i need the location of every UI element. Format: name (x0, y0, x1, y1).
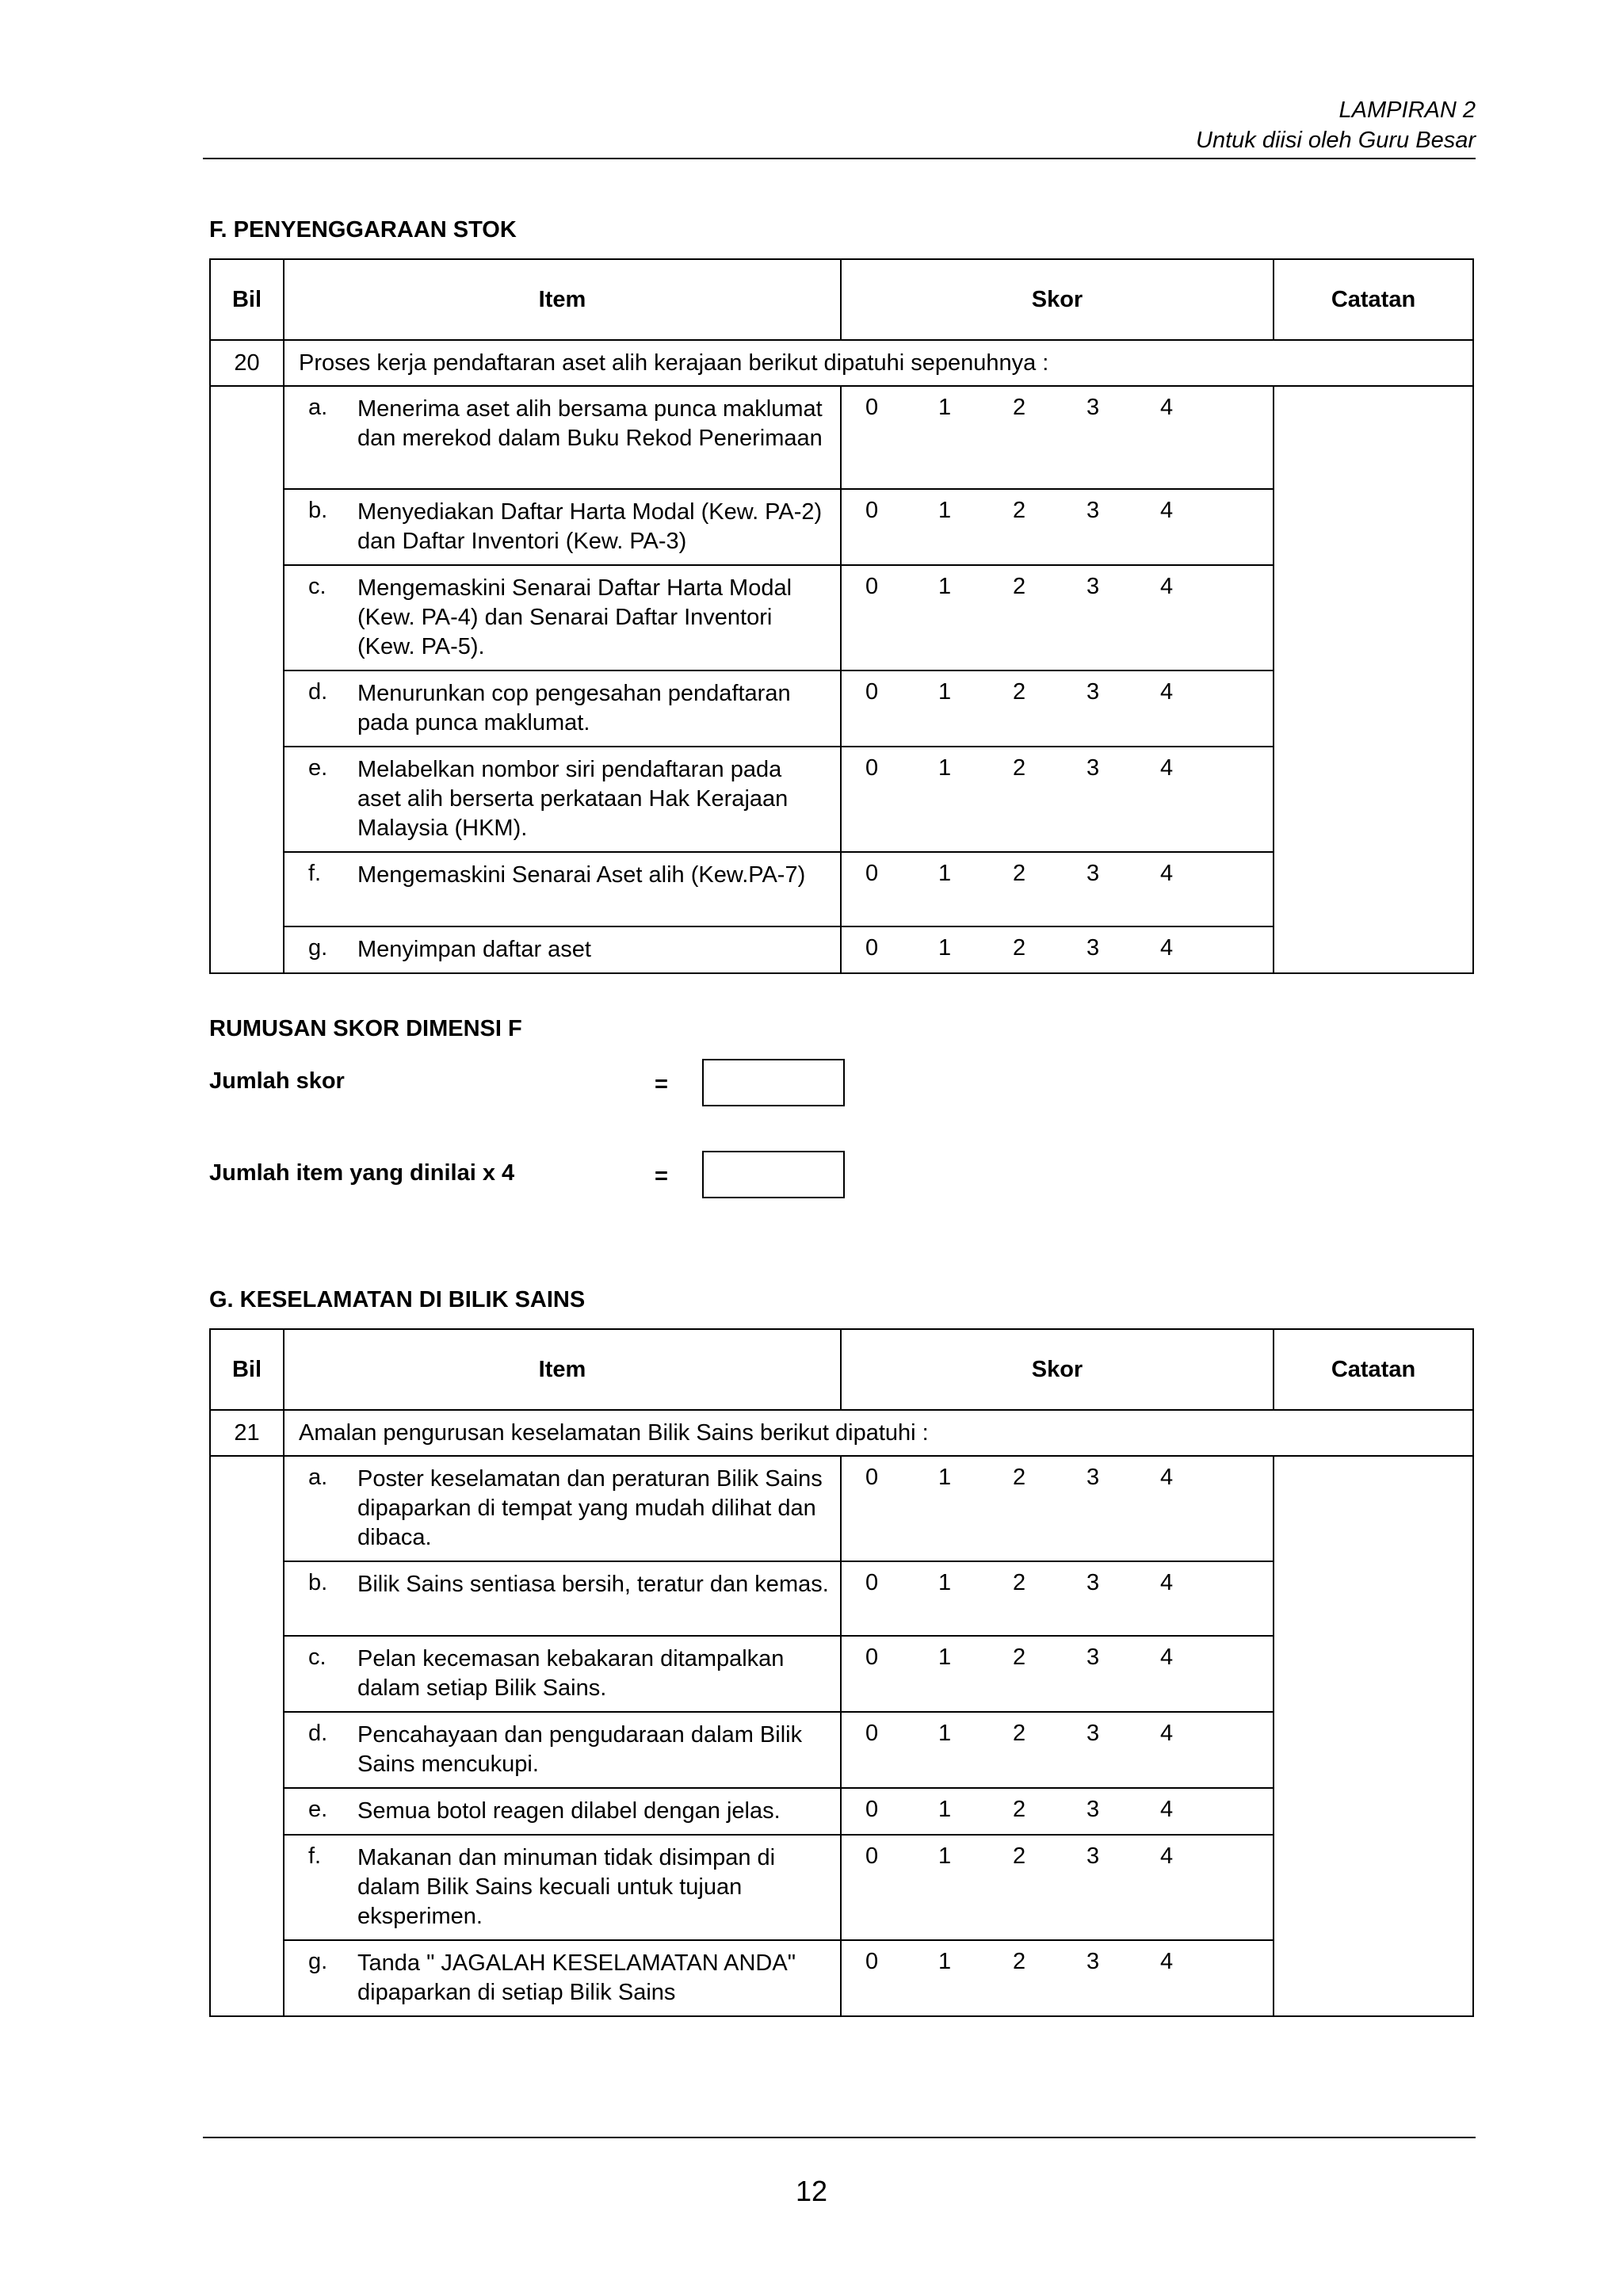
score-option-2[interactable]: 2 (1013, 574, 1026, 599)
score-cell (841, 852, 1274, 926)
item-cell (284, 565, 841, 670)
section-f-title: F. PENYENGGARAAN STOK (209, 217, 517, 243)
jumlah-skor-equals: = (655, 1072, 668, 1097)
score-option-2[interactable]: 2 (1013, 395, 1026, 420)
item-text: Mengemaskini Senarai Aset alih (Kew.PA-7) (357, 862, 806, 888)
jumlah-item-box[interactable] (702, 1151, 845, 1198)
score-option-2[interactable]: 2 (1013, 679, 1026, 705)
item-cell (284, 489, 841, 565)
col-catatan-header: Catatan (1274, 1329, 1473, 1410)
item-text: Bilik Sains sentiasa bersih, teratur dan kemas. (357, 1572, 829, 1597)
item-letter: e. (308, 755, 328, 781)
score-option-1[interactable]: 1 (938, 574, 952, 599)
item-letter: a. (308, 395, 328, 420)
col-bil-header: Bil (210, 1329, 284, 1410)
score-option-1[interactable]: 1 (938, 679, 952, 705)
score-option-4[interactable]: 4 (1160, 1843, 1174, 1869)
summary-title: RUMUSAN SKOR DIMENSI F (209, 1016, 522, 1041)
item-cell (284, 1636, 841, 1712)
score-option-0[interactable]: 0 (865, 755, 879, 781)
score-option-2[interactable]: 2 (1013, 1645, 1026, 1670)
score-option-1[interactable]: 1 (938, 861, 952, 886)
item-cell (284, 1712, 841, 1788)
score-cell (841, 1712, 1274, 1788)
item-text: Mengemaskini Senarai Daftar Harta Modal (Kew. PA-4) dan Senarai Daftar Inventori (Kew. PA-5). (357, 575, 792, 659)
item-text: Menurunkan cop pengesahan pendaftaran pada punca maklumat. (357, 681, 791, 735)
item-text: Menerima aset alih bersama punca maklumat dan merekod dalam Buku Rekod Penerimaan (357, 396, 823, 451)
intro-row (210, 1410, 1473, 1456)
score-option-4[interactable]: 4 (1160, 1570, 1174, 1595)
score-option-0[interactable]: 0 (865, 679, 879, 705)
header-subtitle: Untuk diisi oleh Guru Besar (1196, 128, 1476, 153)
score-option-0[interactable]: 0 (865, 1949, 879, 1974)
bil-number: 21 (210, 1410, 284, 1456)
score-option-0[interactable]: 0 (865, 1465, 879, 1490)
footer-rule (203, 2137, 1476, 2138)
score-option-4[interactable]: 4 (1160, 935, 1174, 961)
score-option-2[interactable]: 2 (1013, 861, 1026, 886)
score-option-3[interactable]: 3 (1086, 1721, 1100, 1746)
score-option-0[interactable]: 0 (865, 1570, 879, 1595)
score-option-0[interactable]: 0 (865, 498, 879, 523)
item-letter: g. (308, 1949, 328, 1974)
score-option-3[interactable]: 3 (1086, 1645, 1100, 1670)
score-option-0[interactable]: 0 (865, 395, 879, 420)
score-option-1[interactable]: 1 (938, 498, 952, 523)
item-text: Poster keselamatan dan peraturan Bilik Sains dipaparkan di tempat yang mudah dilihat dan dibaca. (357, 1466, 823, 1550)
item-cell (284, 926, 841, 973)
score-option-4[interactable]: 4 (1160, 498, 1174, 523)
score-option-2[interactable]: 2 (1013, 1570, 1026, 1595)
score-option-1[interactable]: 1 (938, 1797, 952, 1822)
catatan-cell[interactable] (1274, 1456, 1473, 2016)
item-cell (284, 852, 841, 926)
score-option-3[interactable]: 3 (1086, 574, 1100, 599)
score-option-4[interactable]: 4 (1160, 1465, 1174, 1490)
item-row (210, 1456, 1473, 1561)
item-letter: g. (308, 935, 328, 961)
header-rule (203, 158, 1476, 159)
item-letter: b. (308, 498, 328, 523)
score-option-3[interactable]: 3 (1086, 395, 1100, 420)
intro-text: Amalan pengurusan keselamatan Bilik Sains berikut dipatuhi : (284, 1410, 1473, 1456)
col-bil-header: Bil (210, 259, 284, 340)
score-option-2[interactable]: 2 (1013, 1721, 1026, 1746)
item-letter: c. (308, 1645, 327, 1670)
bil-number: 20 (210, 340, 284, 386)
score-option-4[interactable]: 4 (1160, 679, 1174, 705)
score-option-3[interactable]: 3 (1086, 679, 1100, 705)
score-option-1[interactable]: 1 (938, 1645, 952, 1670)
score-option-3[interactable]: 3 (1086, 1465, 1100, 1490)
section-f-table (209, 258, 1474, 974)
score-cell (841, 1788, 1274, 1835)
item-text: Tanda " JAGALAH KESELAMATAN ANDA" dipaparkan di setiap Bilik Sains (357, 1950, 796, 2005)
page-number: 12 (795, 2175, 828, 2207)
score-cell (841, 1835, 1274, 1940)
score-option-1[interactable]: 1 (938, 1721, 952, 1746)
score-option-4[interactable]: 4 (1160, 1721, 1174, 1746)
item-letter: d. (308, 1721, 328, 1746)
score-option-2[interactable]: 2 (1013, 1797, 1026, 1822)
table-header-row (210, 1329, 1473, 1410)
score-cell (841, 926, 1274, 973)
score-option-3[interactable]: 3 (1086, 498, 1100, 523)
col-item-header: Item (284, 259, 841, 340)
score-option-4[interactable]: 4 (1160, 861, 1174, 886)
item-cell (284, 1561, 841, 1636)
score-option-3[interactable]: 3 (1086, 861, 1100, 886)
score-option-2[interactable]: 2 (1013, 498, 1026, 523)
score-option-1[interactable]: 1 (938, 1570, 952, 1595)
score-option-3[interactable]: 3 (1086, 1949, 1100, 1974)
score-option-3[interactable]: 3 (1086, 1570, 1100, 1595)
item-letter: e. (308, 1797, 328, 1822)
table-header-row (210, 259, 1473, 340)
item-cell (284, 1940, 841, 2016)
score-option-1[interactable]: 1 (938, 1843, 952, 1869)
score-option-0[interactable]: 0 (865, 861, 879, 886)
score-option-1[interactable]: 1 (938, 395, 952, 420)
score-option-4[interactable]: 4 (1160, 1949, 1174, 1974)
col-skor-header: Skor (841, 259, 1274, 340)
intro-row (210, 340, 1473, 386)
item-letter: d. (308, 679, 328, 705)
score-option-2[interactable]: 2 (1013, 1949, 1026, 1974)
item-cell (284, 386, 841, 489)
jumlah-skor-label: Jumlah skor (209, 1068, 345, 1094)
jumlah-item-equals: = (655, 1163, 668, 1189)
score-option-2[interactable]: 2 (1013, 935, 1026, 961)
item-letter: f. (308, 861, 322, 886)
item-text: Menyediakan Daftar Harta Modal (Kew. PA-2) dan Daftar Inventori (Kew. PA-3) (357, 499, 823, 554)
score-cell (841, 1940, 1274, 2016)
section-g-title: G. KESELAMATAN DI BILIK SAINS (209, 1287, 586, 1312)
header-lampiran: LAMPIRAN 2 (1338, 97, 1476, 123)
score-option-1[interactable]: 1 (938, 755, 952, 781)
item-cell (284, 1456, 841, 1561)
col-item-header: Item (284, 1329, 841, 1410)
score-cell (841, 1561, 1274, 1636)
col-skor-header: Skor (841, 1329, 1274, 1410)
score-option-1[interactable]: 1 (938, 1949, 952, 1974)
col-catatan-header: Catatan (1274, 259, 1473, 340)
item-text: Pencahayaan dan pengudaraan dalam Bilik Sains mencukupi. (357, 1722, 803, 1777)
item-text: Menyimpan daftar aset (357, 937, 591, 962)
bil-empty-cell (210, 386, 284, 973)
score-option-3[interactable]: 3 (1086, 1797, 1100, 1822)
bil-empty-cell (210, 1456, 284, 2016)
item-letter: b. (308, 1570, 328, 1595)
item-letter: f. (308, 1843, 322, 1869)
score-option-0[interactable]: 0 (865, 1721, 879, 1746)
item-text: Pelan kecemasan kebakaran ditampalkan dalam setiap Bilik Sains. (357, 1646, 785, 1701)
score-option-3[interactable]: 3 (1086, 1843, 1100, 1869)
item-text: Semua botol reagen dilabel dengan jelas. (357, 1798, 781, 1824)
score-option-0[interactable]: 0 (865, 935, 879, 961)
item-text: Melabelkan nombor siri pendaftaran pada aset alih berserta perkataan Hak Kerajaan Malaysia (HKM). (357, 757, 789, 841)
score-cell (841, 489, 1274, 565)
score-option-4[interactable]: 4 (1160, 755, 1174, 781)
item-row (210, 386, 1473, 489)
score-option-4[interactable]: 4 (1160, 574, 1174, 599)
score-option-4[interactable]: 4 (1160, 395, 1174, 420)
score-option-3[interactable]: 3 (1086, 755, 1100, 781)
score-option-3[interactable]: 3 (1086, 935, 1100, 961)
intro-text: Proses kerja pendaftaran aset alih kerajaan berikut dipatuhi sepenuhnya : (284, 340, 1473, 386)
score-cell (841, 386, 1274, 489)
jumlah-skor-box[interactable] (702, 1059, 845, 1106)
catatan-cell[interactable] (1274, 386, 1473, 973)
score-option-1[interactable]: 1 (938, 1465, 952, 1490)
item-cell (284, 670, 841, 747)
score-cell (841, 1636, 1274, 1712)
score-cell (841, 670, 1274, 747)
score-option-2[interactable]: 2 (1013, 1465, 1026, 1490)
score-option-4[interactable]: 4 (1160, 1797, 1174, 1822)
item-cell (284, 1788, 841, 1835)
score-option-4[interactable]: 4 (1160, 1645, 1174, 1670)
item-letter: c. (308, 574, 327, 599)
score-option-2[interactable]: 2 (1013, 755, 1026, 781)
score-cell (841, 565, 1274, 670)
jumlah-item-label: Jumlah item yang dinilai x 4 (209, 1160, 515, 1186)
score-option-1[interactable]: 1 (938, 935, 952, 961)
section-g-table (209, 1328, 1474, 2017)
score-option-0[interactable]: 0 (865, 1797, 879, 1822)
score-option-2[interactable]: 2 (1013, 1843, 1026, 1869)
item-cell (284, 1835, 841, 1940)
item-text: Makanan dan minuman tidak disimpan di dalam Bilik Sains kecuali untuk tujuan eksperimen. (357, 1845, 776, 1929)
score-option-0[interactable]: 0 (865, 1645, 879, 1670)
score-cell (841, 1456, 1274, 1561)
score-option-0[interactable]: 0 (865, 574, 879, 599)
score-option-0[interactable]: 0 (865, 1843, 879, 1869)
score-cell (841, 747, 1274, 852)
item-cell (284, 747, 841, 852)
item-letter: a. (308, 1465, 328, 1490)
